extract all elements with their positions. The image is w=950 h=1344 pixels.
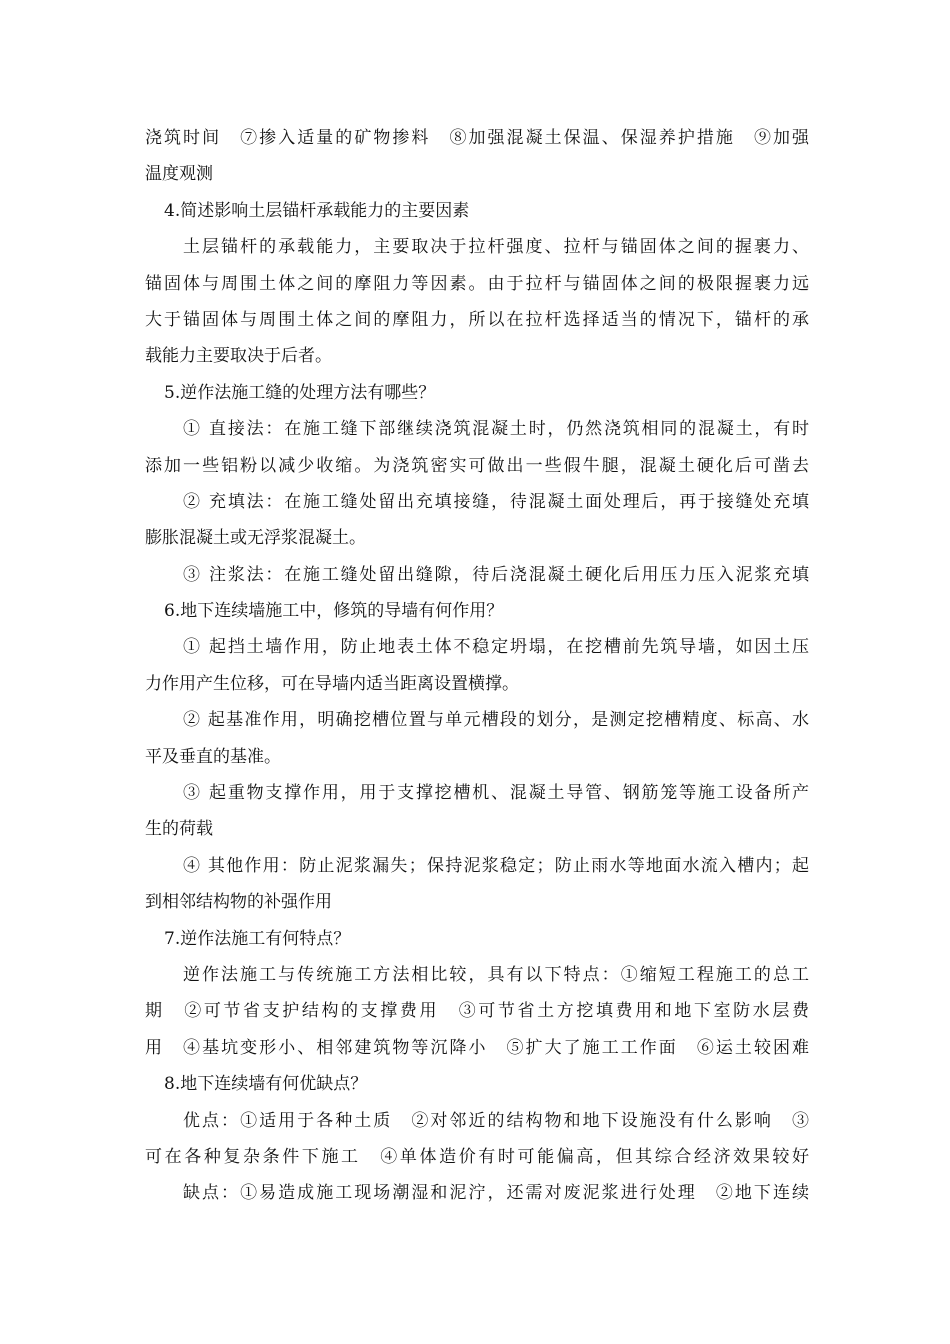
text-line: 缺点：①易造成施工现场潮湿和泥泞，还需对废泥浆进行处理 ②地下连续 bbox=[183, 1183, 809, 1204]
text-line: 土层锚杆的承载能力，主要取决于拉杆强度、拉杆与锚固体之间的握裹力、 bbox=[183, 237, 809, 258]
text-line: 温度观测 bbox=[145, 164, 213, 185]
text-line: 大于锚固体与周围土体之间的摩阻力，所以在拉杆选择适当的情况下，锚杆的承 bbox=[145, 309, 809, 330]
text-line: 期 ②可节省支护结构的支撑费用 ③可节省土方挖填费用和地下室防水层费 bbox=[145, 1001, 809, 1022]
text-line: ② 起基准作用，明确挖槽位置与单元槽段的划分，是测定挖槽精度、标高、水 bbox=[183, 710, 809, 731]
text-line: 逆作法施工与传统施工方法相比较，具有以下特点：①缩短工程施工的总工 bbox=[183, 964, 809, 985]
text-line: ② 充填法：在施工缝处留出充填接缝，待混凝土面处理后，再于接缝处充填 bbox=[183, 491, 809, 512]
question-heading: 6.地下连续墙施工中，修筑的导墙有何作用？ bbox=[164, 601, 504, 622]
text-line: 用 ④基坑变形小、相邻建筑物等沉降小 ⑤扩大了施工工作面 ⑥运土较困难 bbox=[145, 1037, 809, 1058]
text-line: 优点：①适用于各种土质 ②对邻近的结构物和地下设施没有什么影响 ③ bbox=[183, 1110, 809, 1131]
text-line: 生的荷载 bbox=[145, 819, 213, 840]
text-line: 锚固体与周围土体之间的摩阻力等因素。由于拉杆与锚固体之间的极限握裹力远 bbox=[145, 273, 809, 294]
text-line: 力作用产生位移，可在导墙内适当距离设置横撑。 bbox=[145, 673, 519, 694]
text-line: ④ 其他作用：防止泥浆漏失；保持泥浆稳定；防止雨水等地面水流入槽内；起 bbox=[183, 855, 809, 876]
question-heading: 8.地下连续墙有何优缺点？ bbox=[164, 1074, 368, 1095]
question-heading: 5.逆作法施工缝的处理方法有哪些？ bbox=[164, 382, 436, 403]
text-line: 平及垂直的基准。 bbox=[145, 746, 281, 767]
text-line: ① 起挡土墙作用，防止地表土体不稳定坍塌，在挖槽前先筑导墙，如因土压 bbox=[183, 637, 809, 658]
text-line: 可在各种复杂条件下施工 ④单体造价有时可能偏高，但其综合经济效果较好 bbox=[145, 1146, 809, 1167]
question-heading: 7.逆作法施工有何特点？ bbox=[164, 928, 351, 949]
text-line: ③ 起重物支撑作用，用于支撑挖槽机、混凝土导管、钢筋笼等施工设备所产 bbox=[183, 783, 809, 804]
document-body bbox=[145, 120, 809, 1212]
text-line: 载能力主要取决于后者。 bbox=[145, 346, 332, 367]
text-line: 到相邻结构物的补强作用 bbox=[145, 892, 332, 913]
text-line: 浇筑时间 ⑦掺入适量的矿物掺料 ⑧加强混凝土保温、保湿养护措施 ⑨加强 bbox=[145, 128, 809, 148]
question-heading: 4.简述影响土层锚杆承载能力的主要因素 bbox=[164, 200, 470, 221]
text-line: 添加一些铝粉以减少收缩。为浇筑密实可做出一些假牛腿，混凝土硬化后可凿去 bbox=[145, 455, 809, 476]
text-line: ① 直接法：在施工缝下部继续浇筑混凝土时，仍然浇筑相同的混凝土，有时 bbox=[183, 419, 809, 440]
text-line: ③ 注浆法：在施工缝处留出缝隙，待后浇混凝土硬化后用压力压入泥浆充填 bbox=[183, 564, 809, 585]
text-line: 膨胀混凝土或无浮浆混凝土。 bbox=[145, 528, 366, 549]
